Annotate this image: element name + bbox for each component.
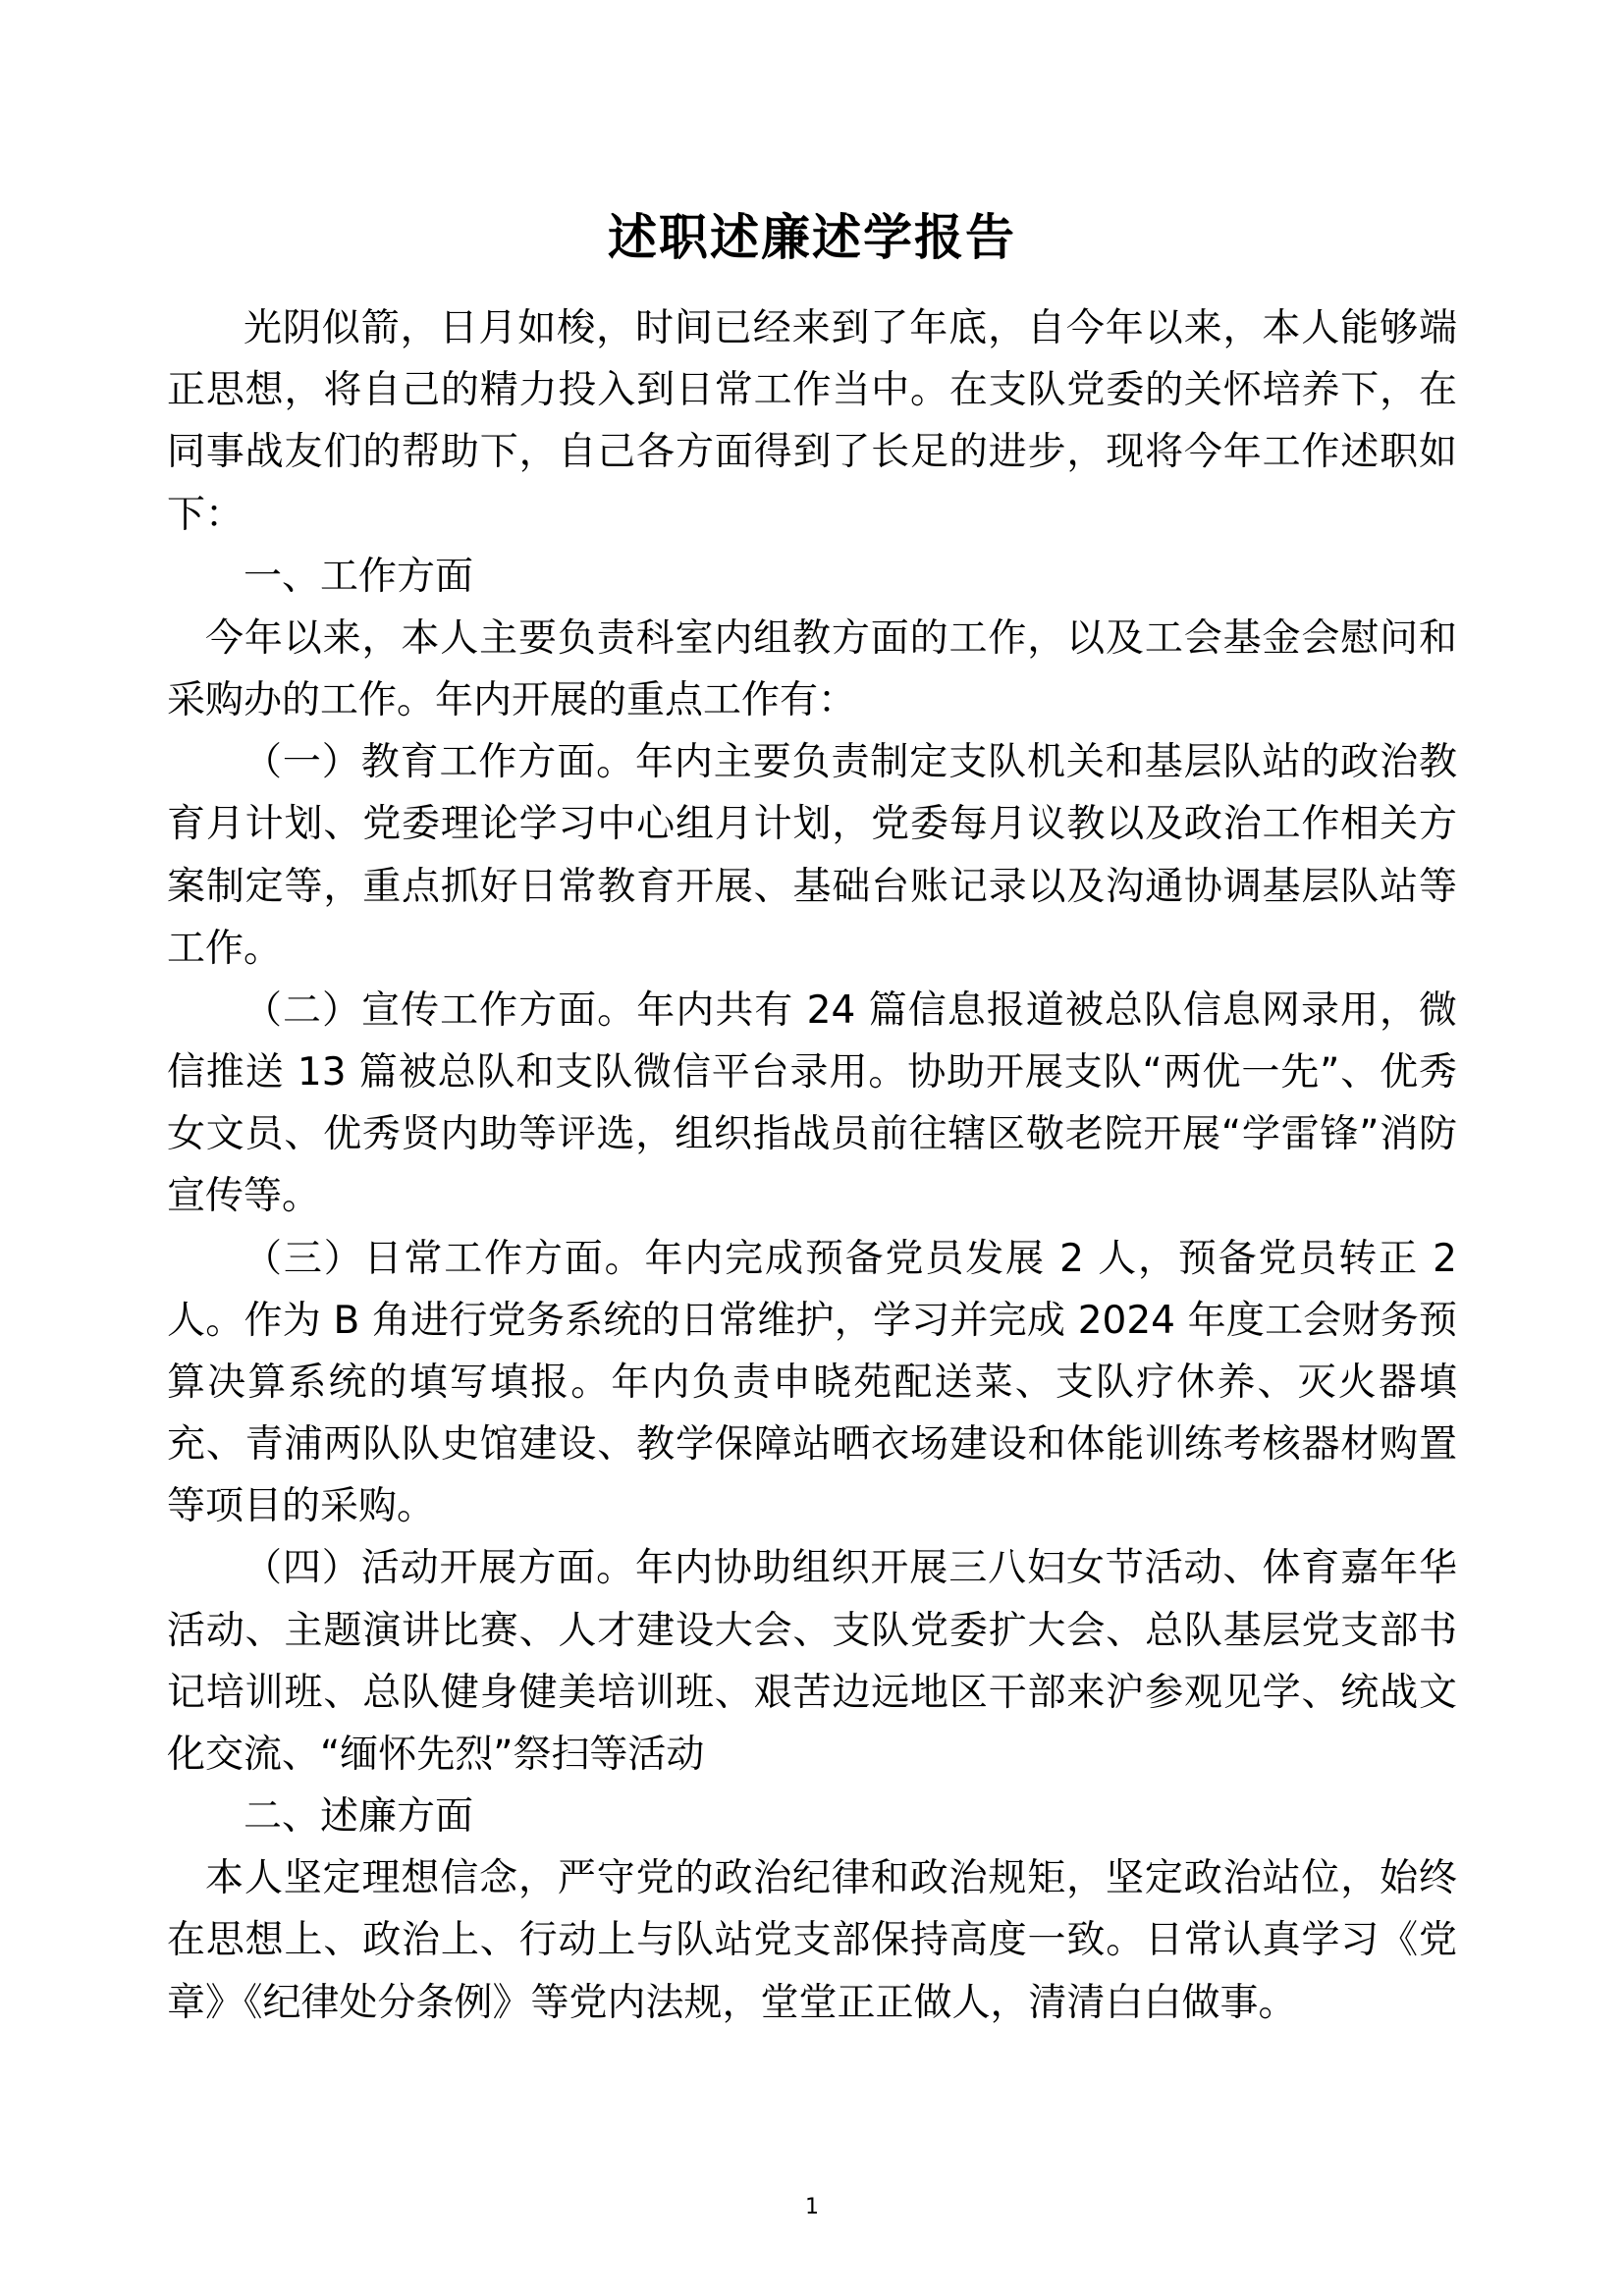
paragraph: （二）宣传工作方面。年内共有 24 篇信息报道被总队信息网录用，微信推送 13 篇被总队和支队微信平台录用。协助开展支队“两优一先”、优秀女文员、优秀贤内助等评选，组织指战员前往辖区敬老院开展“学雷锋”消防宣传等。 bbox=[167, 988, 1457, 1219]
section-heading-work: 一、工作方面 bbox=[244, 554, 474, 599]
paragraph: 今年以来，本人主要负责科室内组教方面的工作，以及工会基金会慰问和采购办的工作。年内开展的重点工作有： bbox=[167, 615, 1457, 723]
paragraph: 光阴似箭，日月如梭，时间已经来到了年底，自今年以来，本人能够端正思想，将自己的精力投入到日常工作当中。在支队党委的关怀培养下，在同事战友们的帮助下，自己各方面得到了长足的进步，现将今年工作述职如下： bbox=[167, 306, 1457, 537]
paragraph: （一）教育工作方面。年内主要负责制定支队机关和基层队站的政治教育月计划、党委理论学习中心组月计划，党委每月议教以及政治工作相关方案制定等，重点抓好日常教育开展、基础台账记录以及沟通协调基层队站等工作。 bbox=[167, 740, 1457, 971]
page-number: 1 bbox=[805, 2195, 819, 2219]
paragraph: 本人坚定理想信念，严守党的政治纪律和政治规矩，坚定政治站位，始终在思想上、政治上、行动上与队站党支部保持高度一致。日常认真学习《党章》《纪律处分条例》等党内法规，堂堂正正做人，清清白白做事。 bbox=[167, 1856, 1457, 2025]
section-heading-integrity: 二、述廉方面 bbox=[244, 1794, 474, 1840]
page-title: 述职述廉述学报告 bbox=[608, 209, 1016, 266]
paragraph: （三）日常工作方面。年内完成预备党员发展 2 人，预备党员转正 2 人。作为 B 角进行党务系统的日常维护，学习并完成 2024 年度工会财务预算决算系统的填写填报。年内负责申晓苑配送菜、支队疗休养、灭火器填充、青浦两队队史馆建设、教学保障站晒衣场建设和体能训练考核器材购置等项目的采购。 bbox=[167, 1236, 1457, 1529]
paragraph: （四）活动开展方面。年内协助组织开展三八妇女节活动、体育嘉年华活动、主题演讲比赛、人才建设大会、支队党委扩大会、总队基层党支部书记培训班、总队健身健美培训班、艰苦边远地区干部来沪参观见学、统战文化交流、“缅怀先烈”祭扫等活动 bbox=[167, 1546, 1457, 1777]
document-body bbox=[167, 297, 1457, 2034]
